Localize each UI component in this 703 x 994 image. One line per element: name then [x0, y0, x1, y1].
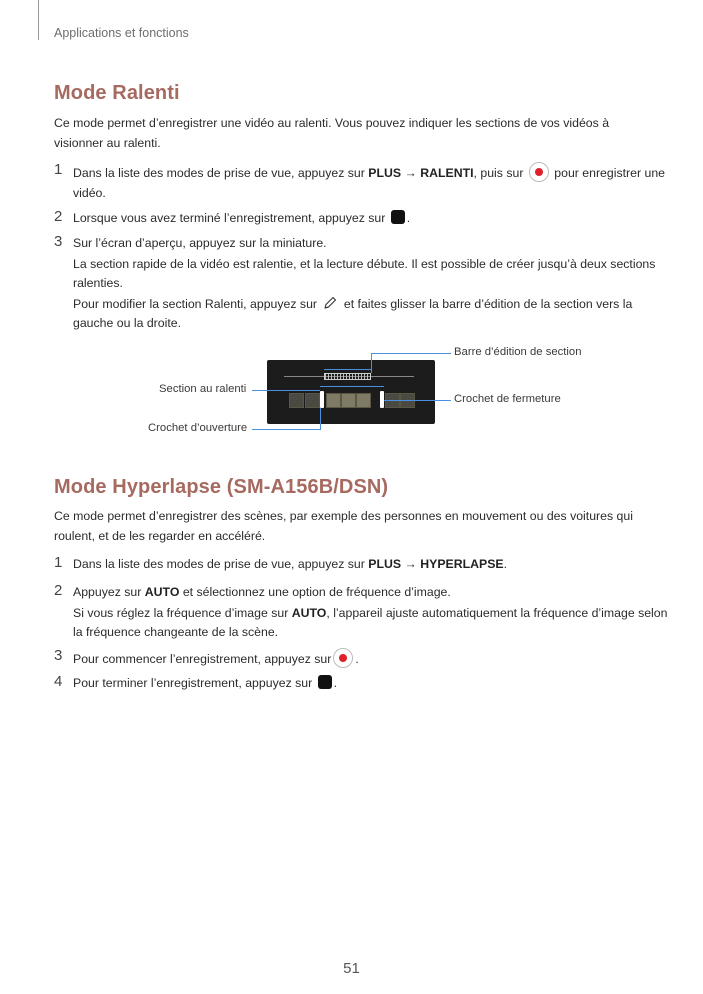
thumbnail-frame: [341, 393, 356, 408]
callout-line: [252, 390, 320, 391]
record-button-icon: [333, 648, 353, 668]
ralenti-step-2: 2 Lorsque vous avez terminé l’enregistrement, appuyez sur .: [54, 208, 411, 225]
keyword-auto: AUTO: [291, 605, 327, 620]
step-number: 1: [54, 554, 63, 571]
keyword-auto: AUTO: [144, 585, 180, 599]
hyperlapse-title: Mode Hyperlapse (SM-A156B/DSN): [54, 476, 389, 498]
step-number: 3: [54, 233, 63, 250]
label-open-bracket: Crochet d’ouverture: [148, 422, 248, 434]
step-number: 2: [54, 582, 63, 599]
callout-line: [371, 353, 372, 373]
opening-bracket: [320, 391, 324, 408]
section-edit-bar: [324, 373, 371, 380]
ralenti-title: Mode Ralenti: [54, 82, 180, 104]
ralenti-intro: Ce mode permet d’enregistrer une vidéo au ralenti. Vous pouvez indiquer les sections de vos vidéos à visionner au ralenti.: [54, 116, 610, 150]
thumbnail-frame: [326, 393, 341, 408]
step-number: 1: [54, 161, 63, 178]
keyword-ralenti: RALENTI: [420, 166, 474, 180]
hyperlapse-step-2: 2 Appuyez sur AUTO et sélectionnez une option de fréquence d’image. Si vous réglez la fréquence d’image sur AUTO, l’appareil ajuste automatiquement la fréquence d’image selon la fréquence changeante de la scène.: [54, 582, 668, 639]
keyword-plus: PLUS: [368, 557, 402, 571]
thumbnail-frame: [356, 393, 371, 408]
ralenti-step-3: 3 Sur l’écran d’aperçu, appuyez sur la miniature. La section rapide de la vidéo est ralentie, et la lecture débute. Il est possible de créer jusqu’à deux sections ralenties. Pour modifier la section Ralenti, appuyez sur et faites glisser la barre d’édition de la section vers la gauche ou la droite.: [54, 233, 656, 330]
header-side-rule: [38, 0, 39, 40]
running-header: Applications et fonctions: [54, 26, 189, 40]
label-close-bracket: Crochet de fermeture: [454, 393, 561, 405]
label-slow-section: Section au ralenti: [159, 383, 247, 395]
callout-line: [320, 408, 321, 430]
edit-pen-icon: [322, 295, 338, 311]
label-edit-bar: Barre d’édition de section: [454, 346, 582, 358]
callout-line: [371, 353, 451, 354]
page-number: 51: [343, 960, 360, 977]
ralenti-step-1: 1 Dans la liste des modes de prise de vue, appuyez sur PLUS → RALENTI, puis sur pour enregistrer une vidéo.: [54, 161, 665, 200]
hyperlapse-step-1: 1 Dans la liste des modes de prise de vue, appuyez sur PLUS → HYPERLAPSE.: [54, 554, 508, 571]
stop-button-icon: [391, 210, 405, 224]
keyword-hyperlapse: HYPERLAPSE: [420, 557, 504, 571]
stop-button-icon: [318, 675, 332, 689]
thumbnail-frame: [289, 393, 304, 408]
callout-line: [252, 429, 321, 430]
record-button-icon: [529, 162, 549, 182]
callout-line: [384, 400, 451, 401]
keyword-plus: PLUS: [368, 166, 402, 180]
callout-line: [320, 386, 384, 387]
step-number: 4: [54, 673, 63, 690]
step-number: 3: [54, 647, 63, 664]
thumbnail-frame: [305, 393, 320, 408]
callout-line: [324, 369, 371, 370]
hyperlapse-intro: Ce mode permet d’enregistrer des scènes, par exemple des personnes en mouvement ou des voitures qui roulent, et de les regarder en accéléré.: [54, 509, 633, 543]
hyperlapse-step-3: 3 Pour commencer l’enregistrement, appuyez sur .: [54, 647, 359, 666]
step-number: 2: [54, 208, 63, 225]
hyperlapse-step-4: 4 Pour terminer l’enregistrement, appuyez sur .: [54, 673, 338, 690]
